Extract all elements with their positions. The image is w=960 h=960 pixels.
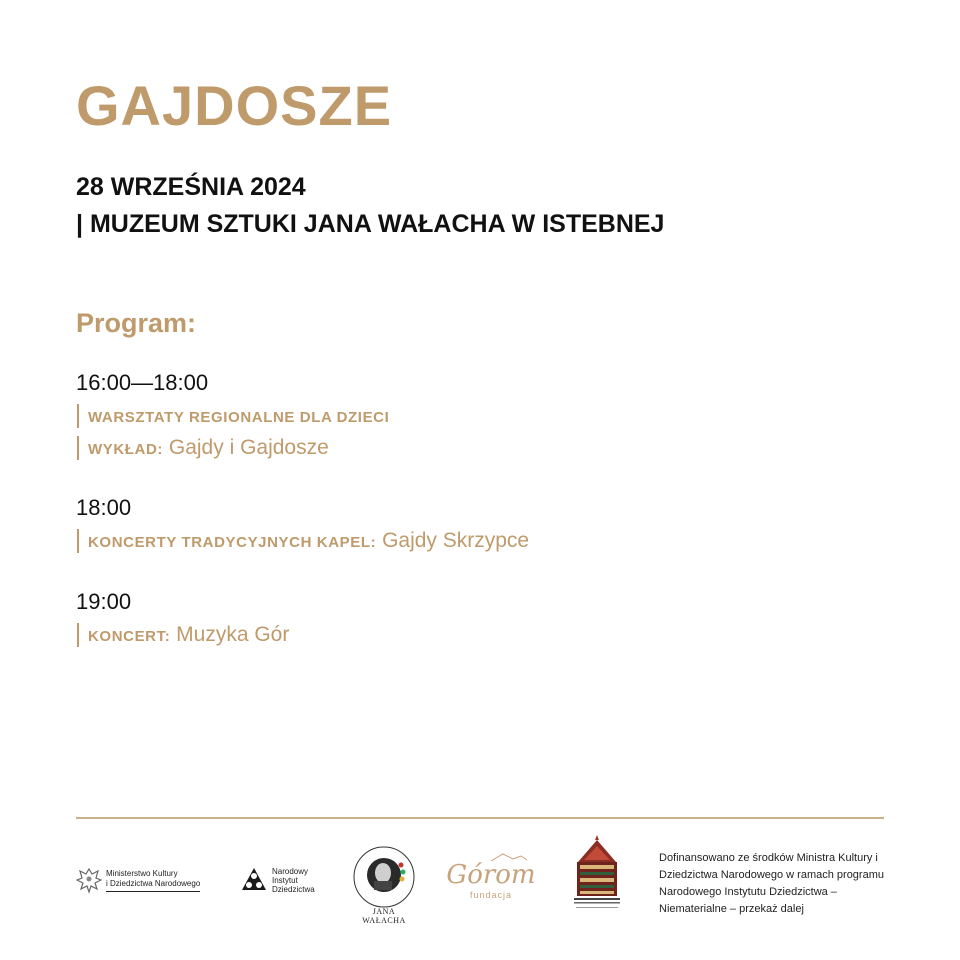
activity-detail: Gajdy i Gajdosze bbox=[168, 436, 329, 459]
nid-emblem-icon bbox=[240, 866, 268, 894]
funding-note: Dofinansowano ze środków Ministra Kultury i Dziedzictwa Narodowego w ramach programu Narodowego Instytutu Dziedzictwa – Niematerialne – przekaż dalej bbox=[659, 852, 884, 915]
slot-time: 16:00—18:00 bbox=[76, 370, 209, 395]
nid-name: Narodowy Instytut Dziedzictwa bbox=[272, 866, 315, 894]
ministry-logo bbox=[76, 866, 200, 894]
activity-detail: Muzyka Gór bbox=[176, 623, 290, 646]
museum-emblem-icon bbox=[352, 845, 416, 909]
divider-bar bbox=[77, 436, 79, 460]
activity-kind: WYKŁAD: bbox=[88, 441, 164, 458]
event-venue: | MUZEUM SZTUKI JANA WAŁACHA W ISTEBNEJ bbox=[76, 210, 665, 238]
museum-name: JANA WAŁACHA bbox=[362, 907, 406, 925]
folk-house-logo bbox=[570, 834, 624, 912]
activity-detail: Gajdy Skrzypce bbox=[382, 529, 530, 552]
ministry-name: Ministerstwo Kultury i Dziedzictwa Narodowego bbox=[106, 869, 200, 892]
event-title: GAJDOSZE bbox=[76, 74, 393, 137]
gorom-wordmark: Górom bbox=[446, 860, 536, 890]
divider-bar bbox=[77, 623, 79, 647]
divider-bar bbox=[77, 529, 79, 553]
program-heading: Program: bbox=[76, 308, 197, 338]
slot-line bbox=[76, 620, 289, 652]
footer-divider bbox=[76, 817, 884, 819]
program-slot bbox=[76, 494, 529, 558]
slot-time: 19:00 bbox=[76, 589, 132, 614]
gorom-logo bbox=[446, 852, 536, 900]
slot-line bbox=[76, 433, 389, 465]
gorom-subtitle: fundacja bbox=[469, 890, 513, 900]
program-slot bbox=[76, 588, 289, 652]
eagle-emblem-icon bbox=[76, 866, 102, 894]
nid-logo bbox=[240, 866, 315, 894]
divider-bar bbox=[77, 404, 79, 428]
event-date: 28 WRZEŚNIA 2024 bbox=[76, 173, 306, 201]
slot-line bbox=[76, 401, 389, 433]
museum-logo bbox=[352, 845, 416, 909]
folk-house-icon bbox=[570, 834, 624, 912]
activity-kind: WARSZTATY REGIONALNE DLA DZIECI bbox=[88, 409, 390, 426]
slot-time: 18:00 bbox=[76, 495, 132, 520]
activity-kind: KONCERT: bbox=[88, 628, 171, 645]
activity-kind: KONCERTY TRADYCYJNYCH KAPEL: bbox=[88, 534, 377, 551]
slot-line bbox=[76, 526, 529, 558]
program-slot bbox=[76, 369, 389, 465]
